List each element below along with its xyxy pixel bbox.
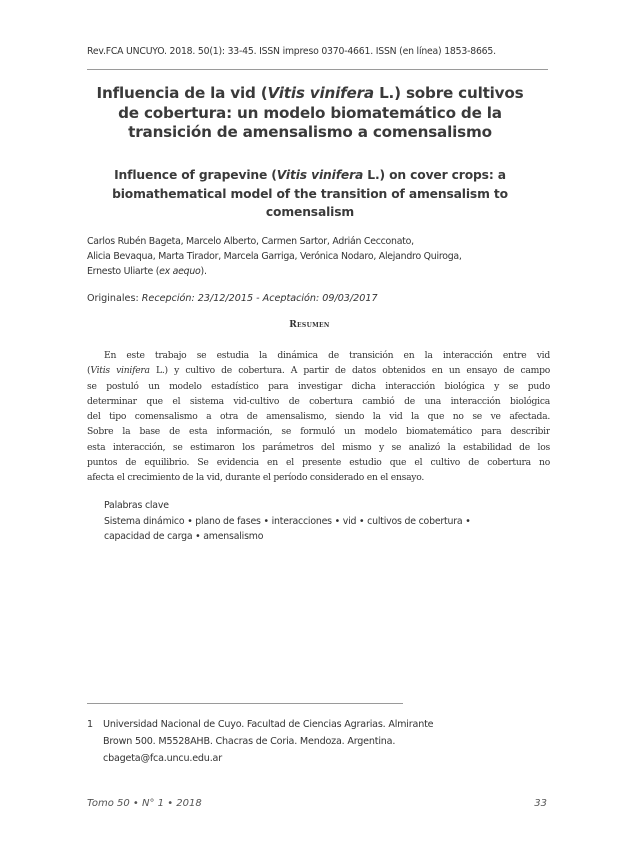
abstract-line-2-pre: ( xyxy=(87,365,91,377)
footnote-line-1: Universidad Nacional de Cuyo. Facultad de Ciencias Agrarias. Almirante xyxy=(103,719,434,730)
title-en-pre: Influence of grapevine ( xyxy=(114,168,277,182)
abstract-line-4: determinar que el sistema vid-cultivo de cobertura cambió de una interacción biológica xyxy=(87,395,550,407)
article-title-english xyxy=(100,166,520,222)
reception-date: Recepción: 23/12/2015 xyxy=(141,293,254,304)
abstract-line-1: En este trabajo se estudia la dinámica de transición en la interacción entre vid xyxy=(104,350,550,361)
abstract-line-9: afecta el crecimiento de la vid, durante el período considerado en el ensayo. xyxy=(87,472,425,484)
abstract-line-8: puntos de equilibrio. Se evidencia en el presente estudio que el cultivo de cobertura no xyxy=(87,457,550,469)
authors-line-3-pre: Ernesto Uliarte ( xyxy=(87,266,160,277)
abstract-line-6: Sobre la base de esta información, se formuló un modelo biomatemático para describir xyxy=(87,426,550,438)
author-list xyxy=(87,234,549,279)
submission-dates xyxy=(87,293,378,304)
dates-label: Originales: xyxy=(87,293,139,304)
acceptance-date: Aceptación: 09/03/2017 xyxy=(262,293,378,304)
title-es-species: Vitis vinifera xyxy=(267,84,374,102)
article-title-spanish xyxy=(92,84,528,143)
title-es-pre: Influencia de la vid ( xyxy=(96,84,268,102)
footnote-text xyxy=(103,716,543,767)
abstract-line-3: se postuló un modelo estadístico para investigar dicha interacción biológica y se pudo xyxy=(87,380,550,392)
running-head: Rev.FCA UNCUYO. 2018. 50(1): 33-45. ISSN impreso 0370-4661. ISSN (en línea) 1853-8665. xyxy=(87,46,496,57)
abstract-species: Vitis vinifera xyxy=(90,365,150,377)
authors-line-3-post: ). xyxy=(200,266,207,277)
title-es-post: L.) sobre cultivos de cobertura: un modelo biomatemático de la transición de amensalismo a comensalismo xyxy=(118,84,524,141)
dates-separator: - xyxy=(253,293,263,304)
abstract-body xyxy=(87,348,550,486)
keywords-label: Palabras clave xyxy=(104,500,169,511)
header-divider xyxy=(87,69,548,70)
page-number: 33 xyxy=(534,798,547,809)
title-en-species: Vitis vinifera xyxy=(276,168,364,182)
abstract-heading: Resumen xyxy=(289,320,330,330)
abstract-line-2-post: L.) y cultivo de cobertura. A partir de datos obtenidos en un ensayo de campo xyxy=(149,365,550,377)
authors-line-1: Carlos Rubén Bageta, Marcelo Alberto, Carmen Sartor, Adrián Cecconato, xyxy=(87,236,414,247)
footnote-line-2: Brown 500. M5528AHB. Chacras de Coria. Mendoza. Argentina. xyxy=(103,736,396,747)
authors-ex-aequo: ex aequo xyxy=(159,266,201,277)
keywords-line-1: Sistema dinámico • plano de fases • interacciones • vid • cultivos de cobertura • xyxy=(104,515,471,527)
footnote-number: 1 xyxy=(87,719,93,730)
keywords-line-2: capacidad de carga • amensalismo xyxy=(104,531,264,542)
authors-line-3 xyxy=(87,264,549,279)
abstract-line-5: del tipo comensalismo a otra de amensalismo, siendo la vid la que no se ve afectada. xyxy=(87,411,550,423)
footnote-email: cbageta@fca.uncu.edu.ar xyxy=(103,753,222,764)
keywords-block xyxy=(104,498,550,545)
issue-info: Tomo 50 • N° 1 • 2018 xyxy=(87,798,202,809)
authors-line-2: Alicia Bevaqua, Marta Tirador, Marcela Garriga, Verónica Nodaro, Alejandro Quiroga, xyxy=(87,251,462,262)
footnote-divider xyxy=(87,703,403,704)
title-en-post: L.) on cover crops: a biomathematical model of the transition of amensalism to comensalism xyxy=(112,168,508,219)
abstract-line-2 xyxy=(87,363,550,378)
abstract-line-7: esta interacción, se estimaron los parámetros del mismo y se analizó la estabilidad de los xyxy=(87,441,550,453)
